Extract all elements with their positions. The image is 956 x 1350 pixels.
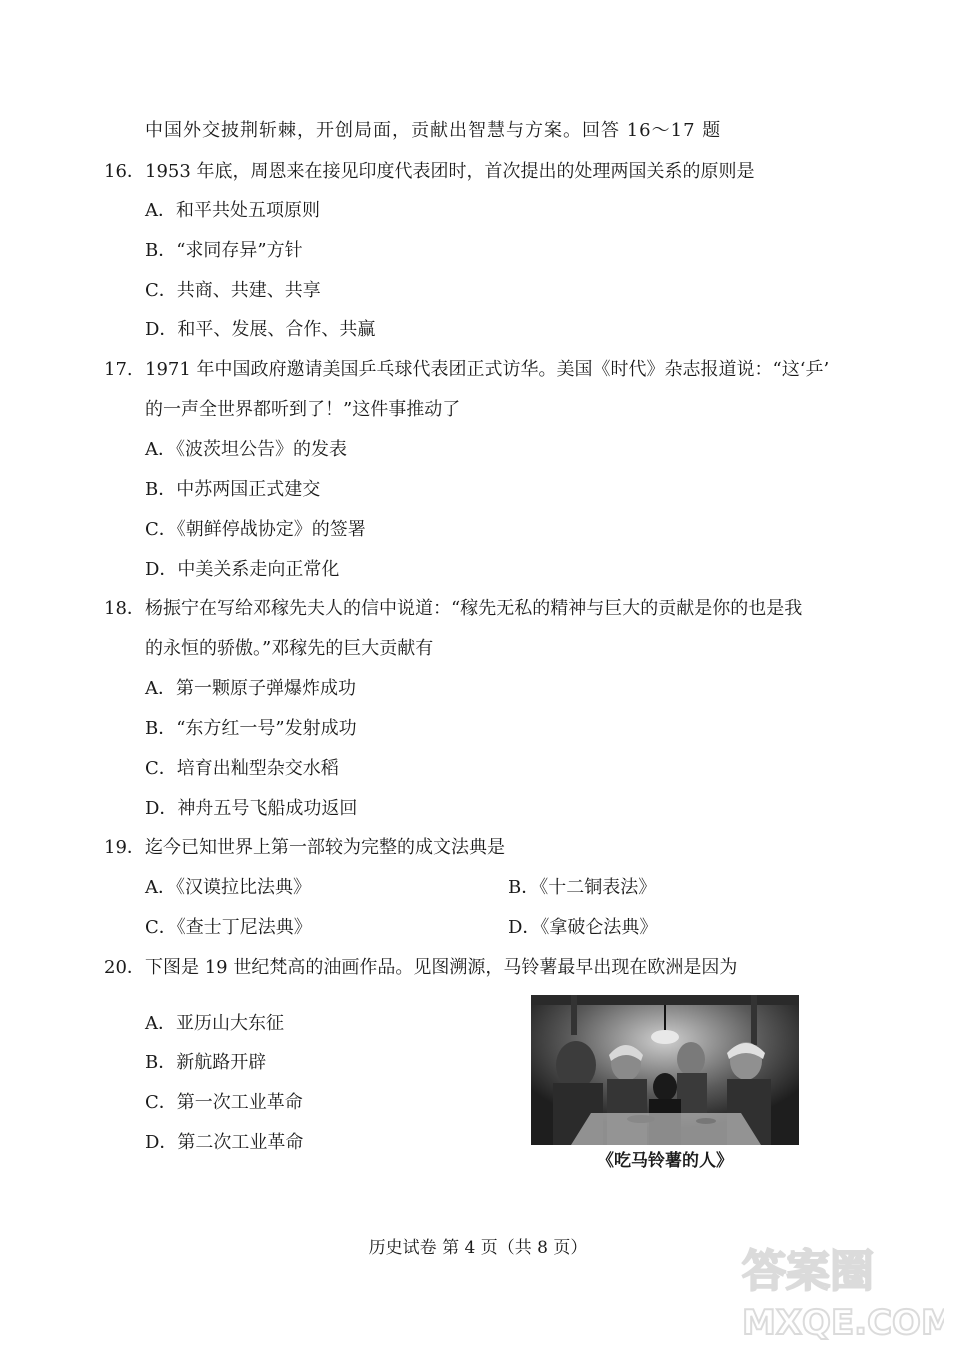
question-16-option-a: A．和平共处五项原则 <box>145 200 320 221</box>
question-17-text-line1: 1971 年中国政府邀请美国乒乓球代表团正式访华。美国《时代》杂志报道说：“这‘乒’ <box>145 359 830 380</box>
question-18-text-line2: 的永恒的骄傲。”邓稼先的巨大贡献有 <box>145 638 434 659</box>
question-17-option-d: D．中美关系走向正常化 <box>145 559 340 580</box>
section-intro: 中国外交披荆斩棘，开创局面，贡献出智慧与方案。回答 16～17 题 <box>145 120 722 141</box>
question-18-option-a: A．第一颗原子弹爆炸成功 <box>145 678 356 699</box>
question-16-option-c: C．共商、共建、共享 <box>145 280 321 301</box>
painting-caption: 《吃马铃薯的人》 <box>597 1151 733 1171</box>
question-19-option-b: B．《十二铜表法》 <box>508 877 657 898</box>
watermark-logo <box>734 1234 944 1344</box>
watermark-line1: 答案圈 <box>742 1246 874 1297</box>
page-footer: 历史试卷 第 4 页（共 8 页） <box>368 1238 588 1258</box>
potato-eaters-painting <box>531 995 799 1145</box>
question-20-text: 下图是 19 世纪梵高的油画作品。见图溯源，马铃薯最早出现在欧洲是因为 <box>145 957 738 978</box>
question-17-number: 17. <box>104 359 133 380</box>
question-18-number: 18． <box>104 598 145 619</box>
question-19-option-a: A．《汉谟拉比法典》 <box>145 877 311 898</box>
question-20-option-a: A．亚历山大东征 <box>145 1013 284 1034</box>
question-20-option-d: D．第二次工业革命 <box>145 1132 304 1153</box>
question-19-option-c: C．《查士丁尼法典》 <box>145 917 312 938</box>
question-20-number: 20． <box>104 957 145 978</box>
question-16-option-b: B．“求同存异”方针 <box>145 240 303 261</box>
question-17-option-b: B．中苏两国正式建交 <box>145 479 321 500</box>
question-17-text-line2: 的一声全世界都听到了！”这件事推动了 <box>145 399 461 420</box>
question-20-option-c: C．第一次工业革命 <box>145 1092 303 1113</box>
watermark-line2: MXQE.COM <box>742 1303 944 1343</box>
question-16-number: 16． <box>104 161 145 182</box>
question-17-option-a: A．《波茨坦公告》的发表 <box>145 439 347 460</box>
question-18-option-d: D．神舟五号飞船成功返回 <box>145 798 358 819</box>
question-18-option-b: B．“东方红一号”发射成功 <box>145 718 357 739</box>
question-19-text: 迄今已知世界上第一部较为完整的成文法典是 <box>145 837 505 858</box>
question-20-option-b: B．新航路开辟 <box>145 1052 267 1073</box>
question-19-number: 19． <box>104 837 145 858</box>
question-16-option-d: D．和平、发展、合作、共赢 <box>145 319 376 340</box>
question-16-text: 1953 年底，周恩来在接见印度代表团时，首次提出的处理两国关系的原则是 <box>145 161 755 182</box>
question-19-option-d: D．《拿破仑法典》 <box>508 917 658 938</box>
question-18-text-line1: 杨振宁在写给邓稼先夫人的信中说道：“稼先无私的精神与巨大的贡献是你的也是我 <box>145 598 803 619</box>
question-18-option-c: C．培育出籼型杂交水稻 <box>145 758 339 779</box>
question-17-option-c: C．《朝鲜停战协定》的签署 <box>145 519 366 540</box>
